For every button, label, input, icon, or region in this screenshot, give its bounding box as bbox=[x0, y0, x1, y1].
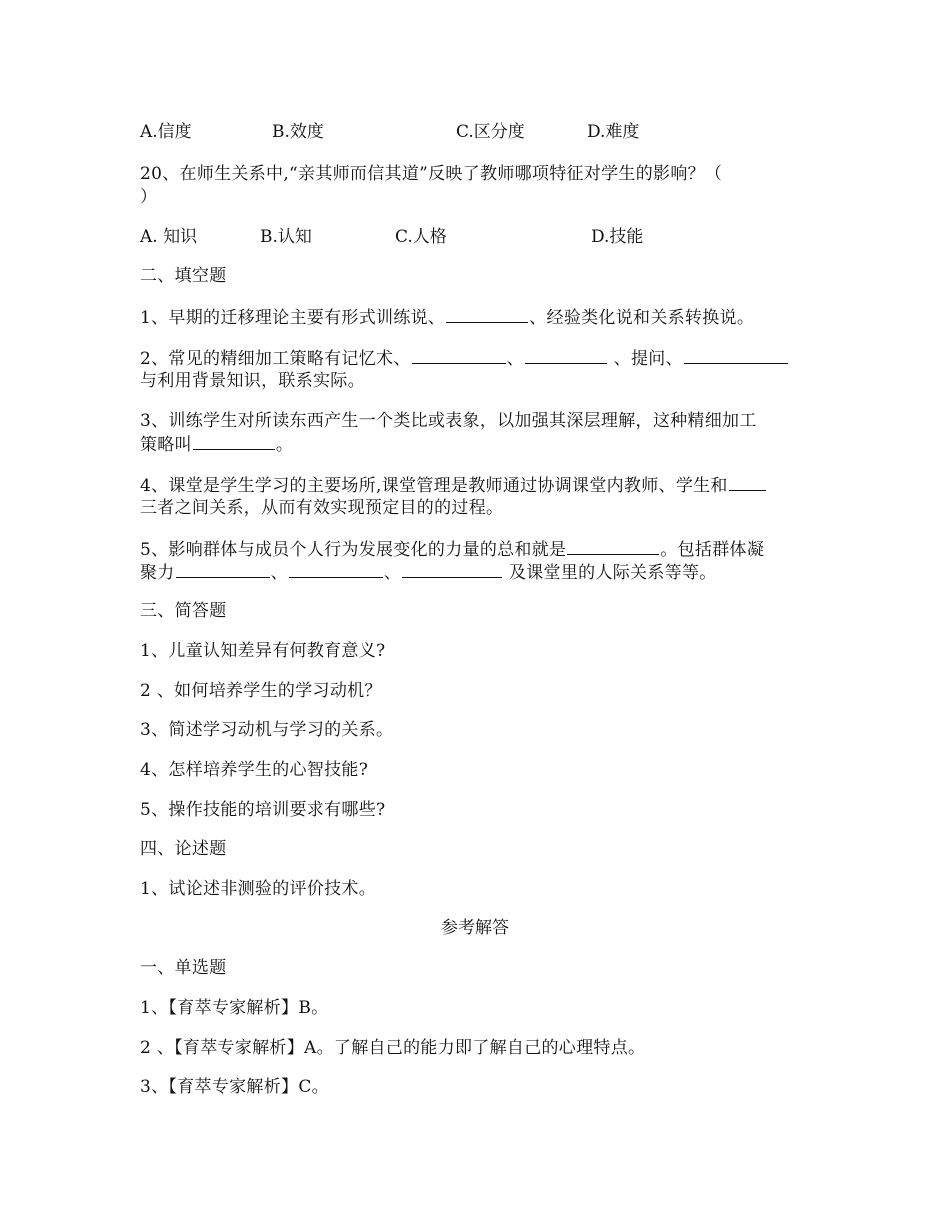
answer-blank[interactable] bbox=[729, 474, 766, 491]
short-question-4: 4、怎样培养学生的心智技能? bbox=[140, 760, 369, 780]
fill-q5-text-b: 。包括群体凝 bbox=[660, 540, 765, 560]
answer-1: 1、【育萃专家解析】B。 bbox=[140, 998, 329, 1018]
answer-blank[interactable] bbox=[402, 561, 502, 578]
short-question-1: 1、儿童认知差异有何教育意义? bbox=[140, 641, 386, 661]
q20-question-cont: ） bbox=[140, 187, 158, 207]
answers-title: 参考解答 bbox=[441, 918, 509, 938]
answer-blank[interactable] bbox=[446, 306, 528, 323]
answer-blank[interactable] bbox=[193, 433, 275, 450]
fill-q5-sep-2: 、 bbox=[383, 563, 402, 583]
fill-question-4-cont: 三者之间关系，从而有效实现预定目的的过程。 bbox=[140, 498, 504, 518]
q19-option-d: D.难度 bbox=[587, 122, 640, 142]
fill-q2-sep-1: 、 bbox=[506, 349, 524, 369]
fill-q2-sep-2: 、提问、 bbox=[607, 349, 683, 369]
fill-question-3: 3、训练学生对所读东西产生一个类比或表象，以加强其深层理解，这种精细加工 bbox=[140, 411, 757, 431]
q20-option-b: B.认知 bbox=[260, 227, 312, 247]
essay-section-heading: 四、论述题 bbox=[140, 839, 227, 859]
answer-blank[interactable] bbox=[567, 538, 659, 555]
short-question-3: 3、简述学习动机与学习的关系。 bbox=[140, 720, 394, 740]
fill-q3-text-a: 策略叫 bbox=[140, 435, 192, 455]
fill-question-4 bbox=[140, 474, 767, 497]
fill-q3-text-b: 。 bbox=[275, 435, 294, 455]
answer-blank[interactable] bbox=[525, 347, 607, 364]
fill-question-5-cont bbox=[140, 561, 717, 584]
short-question-2: 2 、如何培养学生的学习动机？ bbox=[140, 681, 382, 701]
fill-q5-text-c: 聚力 bbox=[140, 563, 175, 583]
fill-q4-text: 4、课堂是学生学习的主要场所,课堂管理是教师通过协调课堂内教师、学生和 bbox=[140, 476, 728, 496]
answer-blank[interactable] bbox=[412, 347, 506, 364]
fill-q5-text-a: 5、影响群体与成员个人行为发展变化的力量的总和就是 bbox=[140, 540, 567, 560]
answer-blank[interactable] bbox=[289, 561, 383, 578]
fill-q1-text-a: 1、早期的迁移理论主要有形式训练说、 bbox=[140, 308, 446, 328]
q20-question: 20、在师生关系中,“亲其师而信其道”反映了教师哪项特征对学生的影响？（ bbox=[140, 164, 723, 184]
q20-option-c: C.人格 bbox=[395, 227, 447, 247]
q20-option-a: A. 知识 bbox=[140, 227, 198, 247]
answer-2: 2 、【育萃专家解析】A。了解自己的能力即了解自己的心理特点。 bbox=[140, 1038, 646, 1058]
essay-question-1: 1、试论述非测验的评价技术。 bbox=[140, 879, 377, 899]
fill-q5-text-d: 及课堂里的人际关系等等。 bbox=[503, 563, 717, 583]
fill-section-heading: 二、填空题 bbox=[140, 266, 227, 286]
short-question-5: 5、操作技能的培训要求有哪些? bbox=[140, 800, 386, 820]
fill-q1-text-b: 、经验类化说和关系转换说。 bbox=[529, 308, 755, 328]
fill-q2-text-a: 2、常见的精细加工策略有记忆术、 bbox=[140, 349, 411, 369]
fill-question-2-cont: 与利用背景知识，联系实际。 bbox=[140, 371, 365, 391]
q19-option-c: C.区分度 bbox=[456, 122, 525, 142]
fill-question-3-cont bbox=[140, 433, 293, 456]
fill-question-1 bbox=[140, 306, 754, 329]
fill-question-2 bbox=[140, 347, 789, 370]
fill-question-5 bbox=[140, 538, 764, 561]
answer-3: 3、【育萃专家解析】C。 bbox=[140, 1077, 329, 1097]
short-section-heading: 三、简答题 bbox=[140, 601, 227, 621]
fill-q5-sep-1: 、 bbox=[270, 563, 288, 583]
answers-section-heading: 一、单选题 bbox=[140, 958, 227, 978]
q19-option-a: A.信度 bbox=[140, 122, 192, 142]
answer-blank[interactable] bbox=[684, 347, 788, 364]
q19-option-b: B.效度 bbox=[272, 122, 324, 142]
q20-option-d: D.技能 bbox=[591, 227, 644, 247]
answer-blank[interactable] bbox=[176, 561, 270, 578]
